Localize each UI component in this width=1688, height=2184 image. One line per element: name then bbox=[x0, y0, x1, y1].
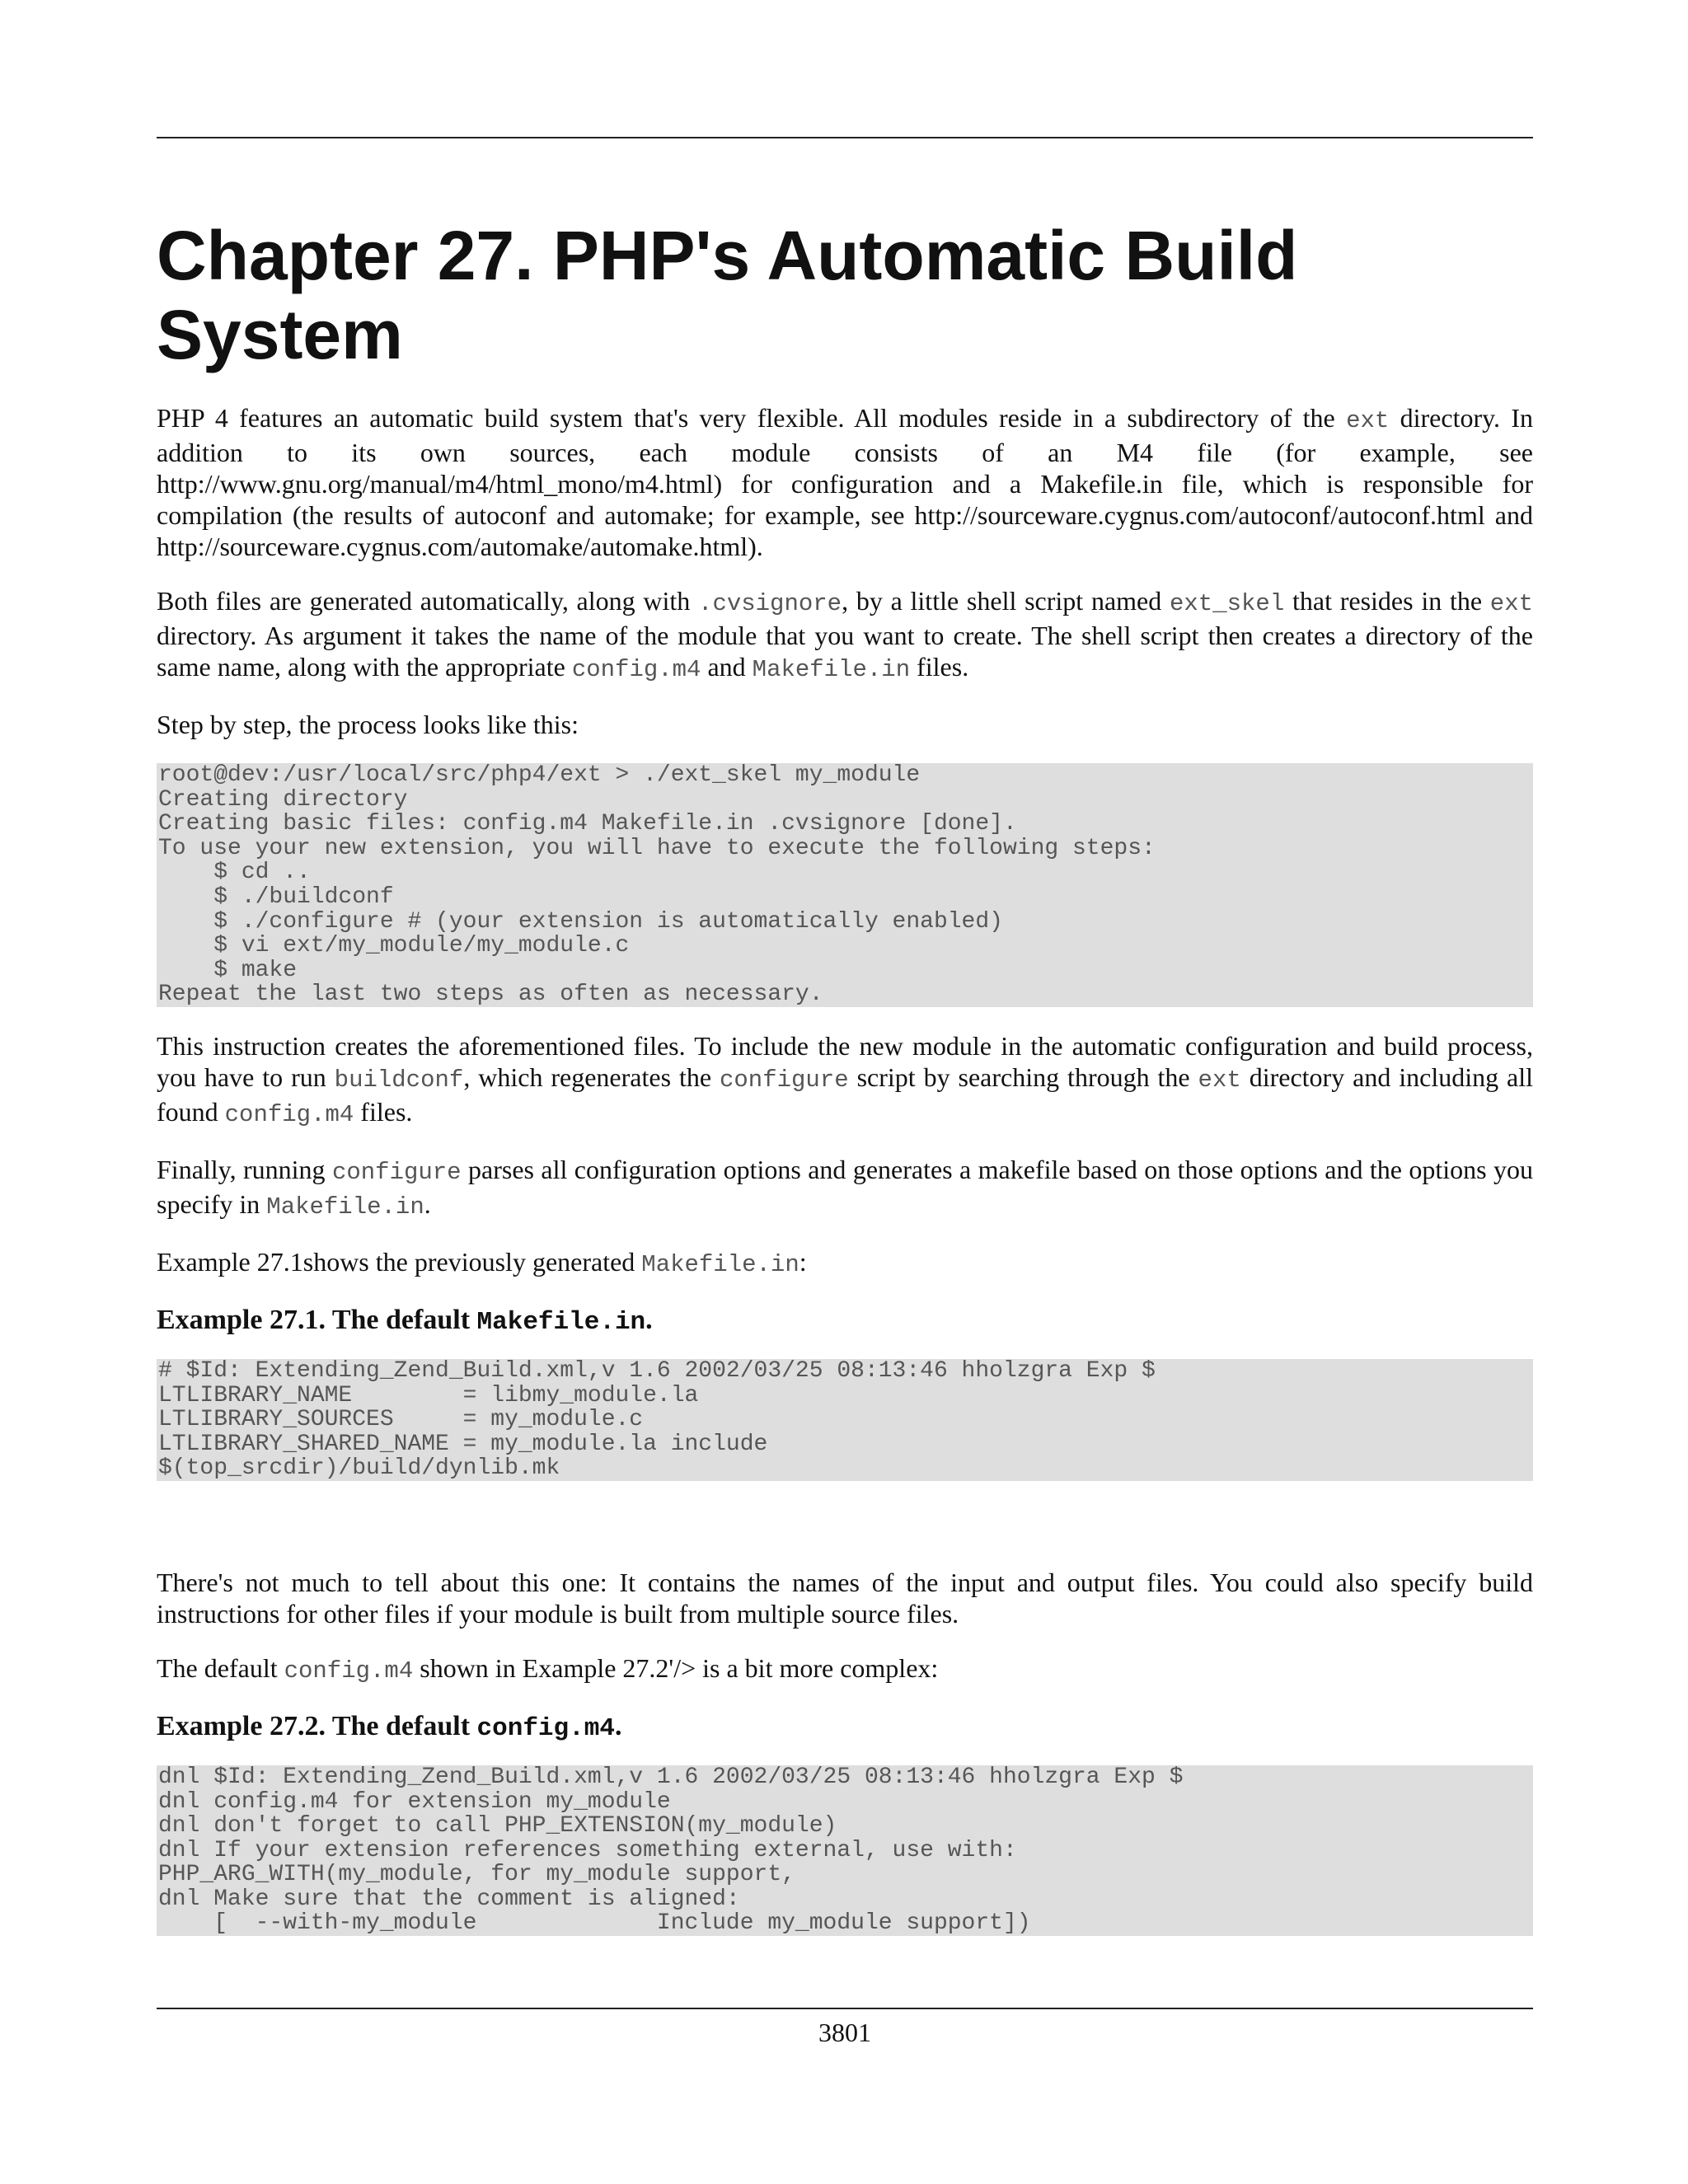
files-paragraph: Both files are generated automatically, along with .cvsignore, by a little shell script named ext_skel that resides in the ext directory. As argument it takes the name of the module that you want to create. The shell script then creates a directory of the same name, along with the appropriate config.m4 and Makefile.in files. bbox=[157, 586, 1534, 683]
inline-code: config.m4 bbox=[224, 1100, 354, 1128]
example-intro-paragraph: Example 27.1shows the previously generated Makefile.in: bbox=[157, 1246, 807, 1278]
inline-code: ext_skel bbox=[1170, 590, 1285, 617]
config-intro-paragraph: The default config.m4 shown in Example 27.2'/> is a bit more complex: bbox=[157, 1652, 939, 1685]
inline-code: config.m4 bbox=[284, 1657, 414, 1685]
example-27-1-title: Example 27.1. The default Makefile.in. bbox=[157, 1304, 653, 1337]
footer-rule bbox=[157, 2008, 1533, 2009]
inline-code: buildconf bbox=[334, 1066, 464, 1094]
inline-code: ext bbox=[1346, 407, 1390, 434]
config-m4-code-block: dnl $Id: Extending_Zend_Build.xml,v 1.6 2002/03/25 08:13:46 hholzgra Exp $ dnl config.m4 for extension my_module dnl don't forget to call PHP_EXTENSION(my_module) dnl If your extension references something external, use with: PHP_ARG_WITH(my_module, for my_module support, dnl Make sure that the comment is aligned: [ --with-my_module Include my_module support]) bbox=[157, 1765, 1533, 1936]
buildconf-paragraph: This instruction creates the aforementioned files. To include the new module in the automatic configuration and build process, you have to run buildconf, which regenerates the configure script by searching through the ext directory and including all found config.m4 files. bbox=[157, 1030, 1534, 1128]
inline-code: .cvsignore bbox=[698, 590, 842, 617]
header-rule bbox=[157, 137, 1533, 138]
inline-code: config.m4 bbox=[476, 1713, 615, 1743]
ext-skel-code-block: root@dev:/usr/local/src/php4/ext > ./ext_skel my_module Creating directory Creating basic files: config.m4 Makefile.in .cvsignore [done]. To use your new extension, you will have to execute the following steps: $ cd .. $ ./buildconf $ ./configure # (your extension is automatically enabled) $ vi ext/my_module/my_module.c $ make Repeat the last two steps as often as necessary. bbox=[157, 763, 1533, 1007]
makefile-code-block: # $Id: Extending_Zend_Build.xml,v 1.6 2002/03/25 08:13:46 hholzgra Exp $ LTLIBRARY_NAME = libmy_module.la LTLIBRARY_SOURCES = my_module.c LTLIBRARY_SHARED_NAME = my_module.la include $(top_srcdir)/build/dynlib.mk bbox=[157, 1359, 1533, 1481]
inline-code: configure bbox=[720, 1066, 849, 1094]
makefile-explanation-paragraph: There's not much to tell about this one: It contains the names of the input and output files. You could also specify build instructions for other files if your module is built from multiple source files. bbox=[157, 1567, 1533, 1629]
inline-code: Makefile.in bbox=[266, 1193, 424, 1221]
inline-code: config.m4 bbox=[571, 656, 701, 683]
inline-code: ext bbox=[1198, 1066, 1241, 1094]
configure-paragraph: Finally, running configure parses all configuration options and generates a makefile based on those options and the options you specify in Makefile.in. bbox=[157, 1154, 1533, 1221]
inline-code: Makefile.in bbox=[752, 656, 911, 683]
inline-code: ext bbox=[1489, 590, 1534, 617]
intro-paragraph: PHP 4 features an automatic build system that's very flexible. All modules reside in a subdirectory of the ext directory. In addition to its own sources, each module consists of an M4 file (for example, see http://www.gnu.org/manual/m4/html_mono/m4.html) for configuration and a Makefile.in file, which is responsible for compilation (the results of autoconf and automake; for example, see http://sourceware.cygnus.com/autoconf/autoconf.html and http://sourceware.cygnus.com/automake/automake.html). bbox=[157, 403, 1534, 561]
chapter-body bbox=[157, 402, 1533, 1959]
chapter-title: Chapter 27. PHP's Automatic Build System bbox=[157, 217, 1298, 373]
inline-code: configure bbox=[331, 1158, 462, 1186]
page-number: 3801 bbox=[818, 2018, 871, 2047]
example-27-2-title: Example 27.2. The default config.m4. bbox=[157, 1710, 622, 1743]
step-paragraph: Step by step, the process looks like this: bbox=[157, 710, 579, 739]
inline-code: Makefile.in bbox=[476, 1307, 646, 1337]
inline-code: Makefile.in bbox=[641, 1250, 799, 1278]
